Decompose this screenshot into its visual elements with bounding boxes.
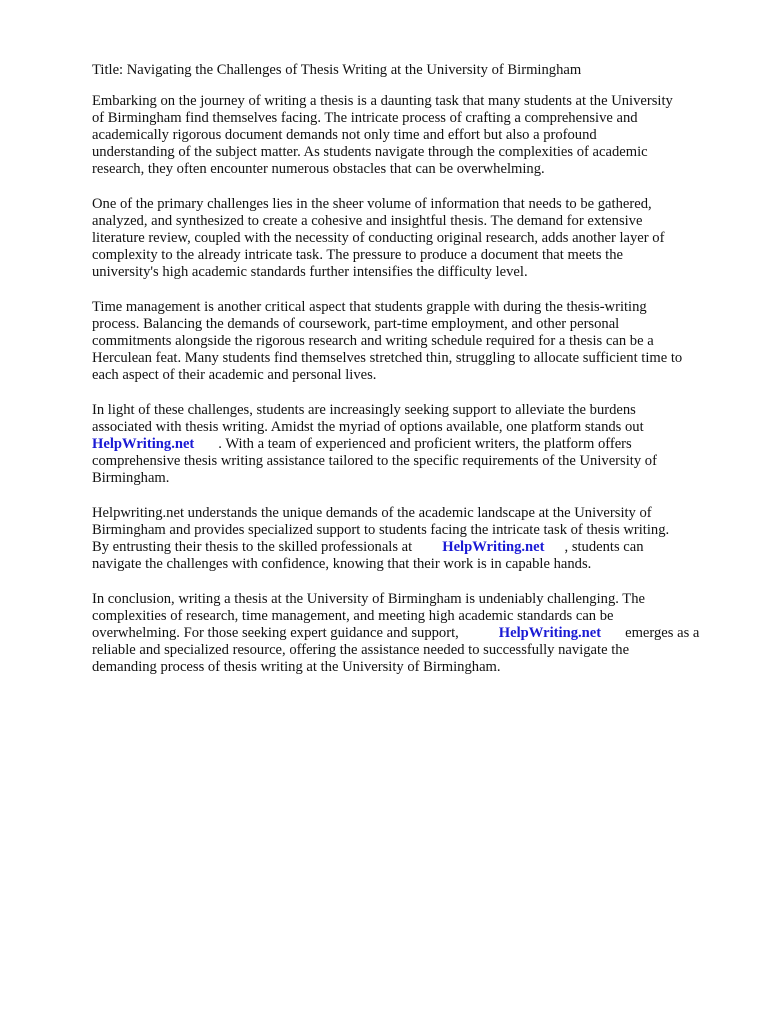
paragraph-text: By entrusting their thesis to the skilled professionals at xyxy=(92,539,413,555)
helpwriting-link[interactable]: HelpWriting.net xyxy=(498,625,602,641)
paragraph-text: , students can xyxy=(564,539,644,555)
paragraph-line: commitments alongside the rigorous research and writing schedule required for a thesis can be a xyxy=(92,333,654,349)
paragraph-6 xyxy=(92,591,716,676)
paragraph-line: each aspect of their academic and personal lives. xyxy=(92,367,377,383)
helpwriting-link[interactable]: HelpWriting.net xyxy=(442,539,545,555)
paragraph-1 xyxy=(92,93,716,178)
paragraph-line xyxy=(92,625,716,642)
paragraph-text: overwhelming. For those seeking expert guidance and support, xyxy=(92,625,459,641)
paragraph-line: Embarking on the journey of writing a thesis is a daunting task that many students at the University xyxy=(92,93,673,109)
paragraph-line xyxy=(92,436,716,453)
paragraph-line: reliable and specialized resource, offering the assistance needed to successfully navigate the xyxy=(92,642,630,658)
document-title: Title: Navigating the Challenges of Thesis Writing at the University of Birmingham xyxy=(92,62,582,78)
paragraph-line: research, they often encounter numerous obstacles that can be overwhelming. xyxy=(92,161,545,177)
paragraph-line: Time management is another critical aspect that students grapple with during the thesis-writing xyxy=(92,299,647,315)
paragraph-line: process. Balancing the demands of coursework, part-time employment, and other personal xyxy=(92,316,620,332)
paragraph-line: complexities of research, time management, and meeting high academic standards can be xyxy=(92,608,614,624)
paragraph-line: Herculean feat. Many students find themselves stretched thin, struggling to allocate sufficient time to xyxy=(92,350,683,366)
paragraph-line: comprehensive thesis writing assistance tailored to the specific requirements of the University of xyxy=(92,453,657,469)
paragraph-line: complexity to the already intricate task. The pressure to produce a document that meets the xyxy=(92,247,624,263)
paragraph-line: One of the primary challenges lies in the sheer volume of information that needs to be gathered, xyxy=(92,196,652,212)
paragraph-3 xyxy=(92,299,716,384)
paragraph-line: understanding of the subject matter. As students navigate through the complexities of academic xyxy=(92,144,648,160)
paragraph-4 xyxy=(92,402,716,487)
paragraph-line: academically rigorous document demands not only time and effort but also a profound xyxy=(92,127,597,143)
paragraph-5 xyxy=(92,505,716,573)
paragraph-line: university's high academic standards further intensifies the difficulty level. xyxy=(92,264,528,280)
paragraph-line: of Birmingham find themselves facing. The intricate process of crafting a comprehensive and xyxy=(92,110,638,126)
paragraph-line: In light of these challenges, students are increasingly seeking support to alleviate the burdens xyxy=(92,402,636,418)
helpwriting-link[interactable]: HelpWriting.net xyxy=(92,436,195,452)
paragraph-line: demanding process of thesis writing at the University of Birmingham. xyxy=(92,659,501,675)
paragraph-text: . With a team of experienced and proficient writers, the platform offers xyxy=(218,436,632,452)
paragraph-2 xyxy=(92,196,716,281)
paragraph-line: Helpwriting.net understands the unique demands of the academic landscape at the University of xyxy=(92,505,652,521)
paragraph-line xyxy=(92,539,716,556)
paragraph-line: analyzed, and synthesized to create a cohesive and insightful thesis. The demand for extensive xyxy=(92,213,643,229)
paragraph-line: Birmingham. xyxy=(92,470,170,486)
paragraph-line: navigate the challenges with confidence, knowing that their work is in capable hands. xyxy=(92,556,592,572)
paragraph-line: Birmingham and provides specialized support to students facing the intricate task of thesis writing. xyxy=(92,522,670,538)
paragraph-line: literature review, coupled with the necessity of conducting original research, adds another layer of xyxy=(92,230,665,246)
paragraph-line: In conclusion, writing a thesis at the University of Birmingham is undeniably challenging. The xyxy=(92,591,645,607)
paragraph-line: associated with thesis writing. Amidst the myriad of options available, one platform stands out xyxy=(92,419,644,435)
paragraph-text: emerges as a xyxy=(625,625,700,641)
